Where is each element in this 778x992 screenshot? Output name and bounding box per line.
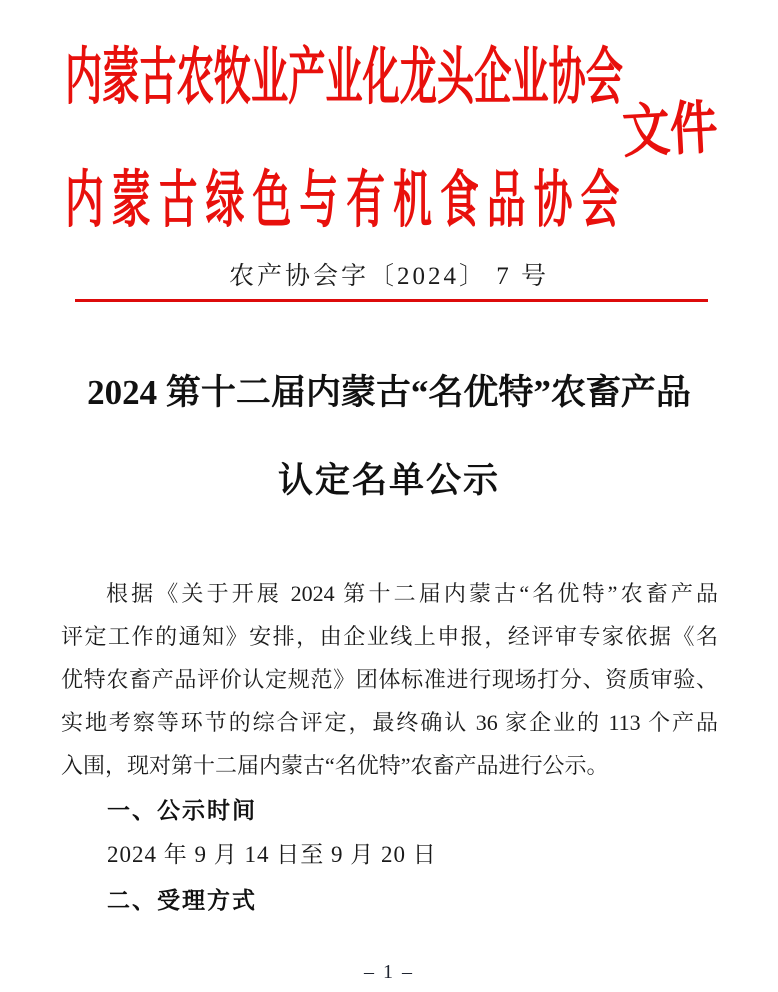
- section-2-heading: 二、受理方式: [107, 887, 257, 913]
- letterhead-document-label: 文件: [620, 95, 720, 165]
- document-number: 农产协会字〔2024〕 7 号: [228, 263, 549, 290]
- body-paragraph: [61, 572, 718, 787]
- document-title-line-1: 2024 第十二届内蒙古“名优特”农畜产品: [87, 373, 691, 412]
- paragraph-line-4: 实地考察等环节的综合评定，最终确认 36 家企业的 113 个产品: [61, 710, 718, 735]
- paragraph-line-3: 优特农畜产品评价认定规范》团体标准进行现场打分、资质审验、: [61, 667, 718, 692]
- section-1-content: 2024 年 9 月 14 日至 9 月 20 日: [107, 842, 437, 867]
- red-separator-line: [75, 299, 708, 302]
- paragraph-line-1: 根据《关于开展 2024 第十二届内蒙古“名优特”农畜产品: [106, 581, 718, 606]
- page-number: – 1 –: [364, 961, 414, 983]
- letterhead-org-name-1: 内蒙古农牧业产业化龙头企业协会: [65, 44, 624, 112]
- section-1-heading: 一、公示时间: [107, 797, 257, 823]
- letterhead-org-name-2: 内蒙古绿色与有机食品协会: [65, 167, 628, 235]
- paragraph-line-2: 评定工作的通知》安排，由企业线上申报，经评审专家依据《名: [61, 624, 718, 649]
- paragraph-line-5: 入围，现对第十二届内蒙古“名优特”农畜产品进行公示。: [61, 753, 609, 778]
- document-title-line-2: 认定名单公示: [277, 461, 500, 500]
